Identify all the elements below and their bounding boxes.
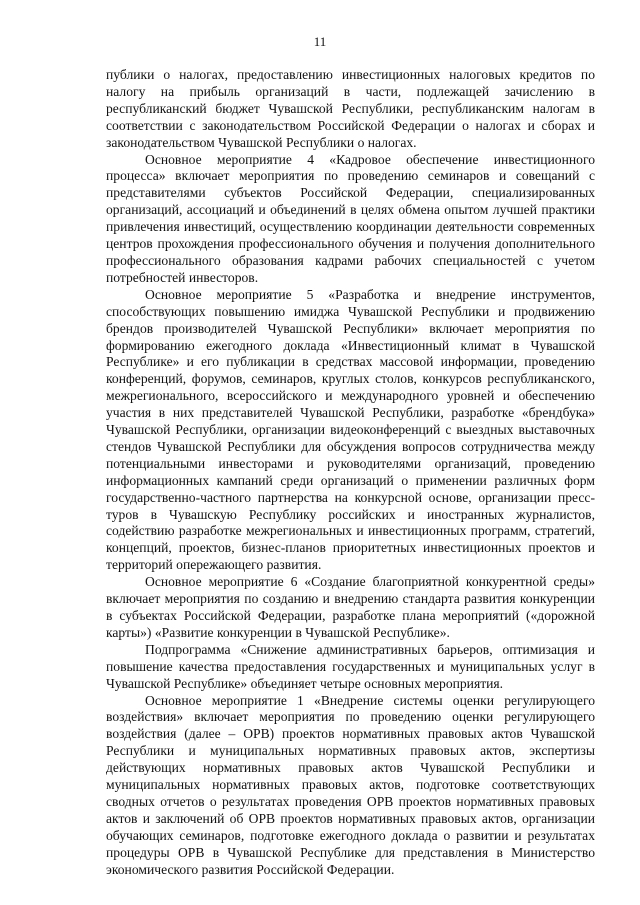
paragraph-4: Основное мероприятие 6 «Создание благоприятной конкурентной среды» включает мероприятия по созданию и внедрению стандарта развития конкуренции в субъектах Российской Федерации, разработке плана мероприятий («дорожной карты») «Развитие конкуренции в Чувашской Республике». [106,574,595,640]
document-body [106,67,595,879]
paragraph-1: публики о налогах, предоставлению инвестиционных налоговых кредитов по налогу на прибыль организаций в части, подлежащей зачислению в республиканский бюджет Чувашской Республики, республиканским налогам в соответствии с законодательством Российской Федерации о налогах и сборах и законодательством Чувашской Республики о налогах. [106,67,595,150]
paragraph-5: Подпрограмма «Снижение административных барьеров, оптимизация и повышение качества предоставления государственных и муниципальных услуг в Чувашской Республике» объединяет четыре основных мероприятия. [106,641,595,691]
paragraph-3: Основное мероприятие 5 «Разработка и внедрение инструментов, способствующих повышению имиджа Чувашской Республики и продвижению брендов производителей Чувашской Республики» включает мероприятия по формированию ежегодного доклада «Инвестиционный климат в Чувашской Республике» и его публикации в средствах массовой информации, проведению конференций, форумов, семинаров, круглых столов, конкурсов республиканского, межрегионального, всероссийского и международного уровней и обеспечению участия в них представителей Чувашской Республики, разработке «брендбука» Чувашской Республики, организации видеоконференций с выездных выставочных стендов Чувашской Республики для обсуждения вопросов сотрудничества между потенциальными инвесторами и руководителями организаций, проведению информационных кампаний среди организаций о применении различных форм государственно-частного партнерства на конкурсной основе, организации пресс-туров в Чувашскую Республику российских и иностранных журналистов, содействию разработке межрегиональных и инвестиционных программ, стратегий, концепций, проектов, бизнес-планов приоритетных инвестиционных проектов и территорий опережающего развития. [106,286,595,573]
paragraph-2: Основное мероприятие 4 «Кадровое обеспечение инвестиционного процесса» включает мероприятия по проведению семинаров и совещаний с представителями субъектов Российской Федерации, специализированных организаций, ассоциаций и объединений в целях обмена опытом лучшей практики привлечения инвестиций, осуществлению координации деятельности современных центров прохождения профессионального обучения и получения дополнительного профессионального образования кадрами рабочих специальностей с учетом потребностей инвесторов. [106,151,595,285]
page-number: 11 [313,34,327,49]
paragraph-6: Основное мероприятие 1 «Внедрение системы оценки регулирующего воздействия» включает мероприятия по проведению оценки регулирующего воздействия (далее – ОРВ) проектов нормативных правовых актов Чувашской Республики и муниципальных нормативных правовых актов, экспертизы действующих нормативных правовых актов Чувашской Республики и муниципальных нормативных правовых актов, подготовке соответствующих сводных отчетов о результатах проведения ОРВ проектов нормативных правовых актов и заключений об ОРВ проектов нормативных правовых актов, организации обучающих семинаров, подготовке ежегодного доклада о развитии и результатах процедуры ОРВ в Чувашской Республике для представления в Министерство экономического развития Российской Федерации. [106,692,595,877]
